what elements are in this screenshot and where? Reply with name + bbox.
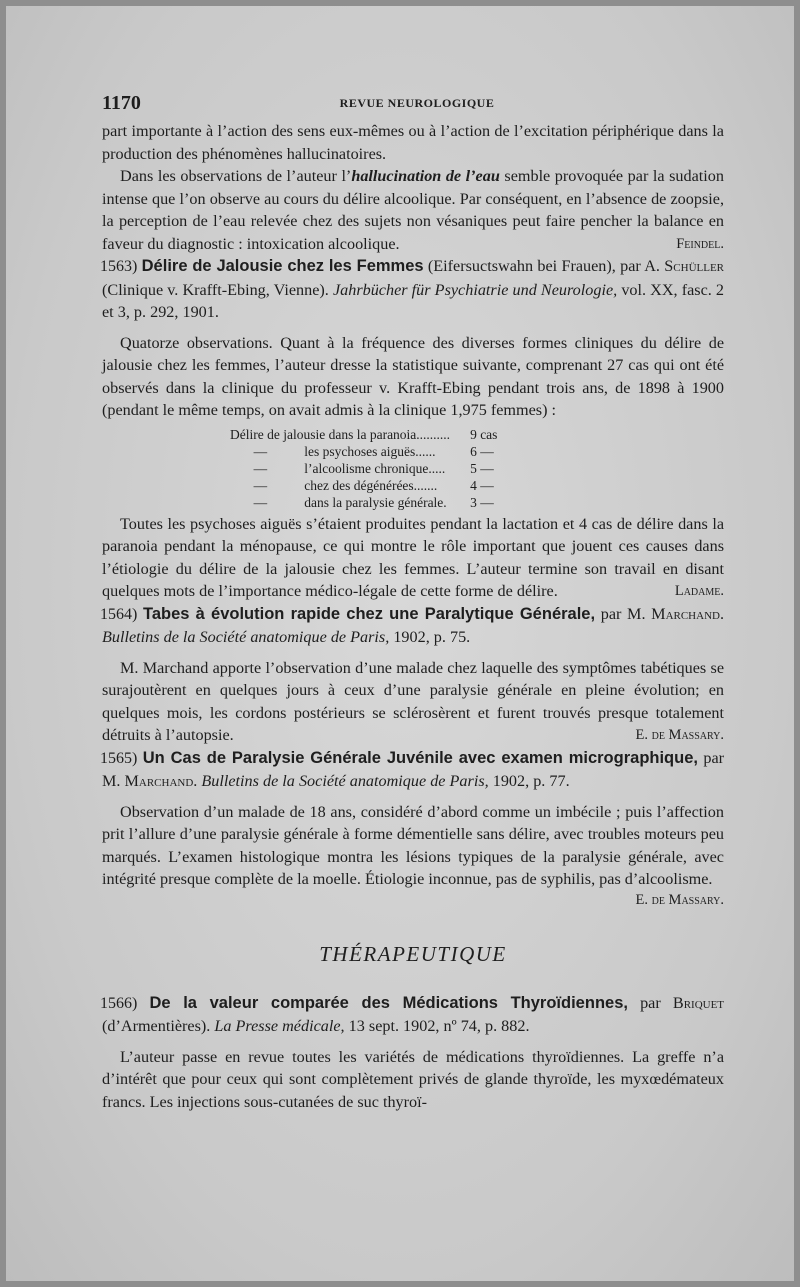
entry-by: par [627, 993, 673, 1012]
intro-p2-text-a: Dans les observations de l’auteur l’ [120, 167, 352, 185]
signature-ladame: Ladame. [674, 583, 724, 599]
entry-1565-paragraph-1: Observation d’un malade de 18 ans, considéré d’abord comme un imbécile ; puis l’affection prit l’allure d’une paralysie générale à forme démentielle sans délire, avec troubles moteurs peu marqués. L’examen histologique montra les lésions typiques de la paralysie générale, avec intégrité presque complète de la moelle. Étiologie inconnue, pas de syphilis, pas d’alcoolisme. [102, 802, 724, 888]
signature-de-massary: E. de Massary. [635, 727, 724, 743]
entry-journal: Jahrbücher für Psychiatrie und Neurologie, [332, 280, 618, 299]
running-title: REVUE NEUROLOGIQUE [339, 96, 495, 110]
entry-number: 1564) [100, 605, 138, 623]
entry-author: Marchand. [651, 604, 725, 623]
intro-paragraph-2 [102, 165, 724, 255]
intro-p2-text-b: semble provoquée par la sudation intense que l’on observe au cours du délire alcoolique. Par conséquent, en l’absence de zoopsie, la perception de l’eau relevée chez des sujets non vésaniques peut faire pencher la balance en faveur du diagnostic : intoxication alcoolique. [102, 167, 724, 253]
table-row [226, 443, 497, 460]
entry-affiliation: (Clinique v. Krafft-Ebing, Vienne). [102, 280, 333, 299]
entry-affiliation: (d’Armentières). [102, 1017, 215, 1035]
entry-reference: 1902, p. 75. [389, 628, 471, 646]
entry-reference: 13 sept. 1902, nº 74, p. 882. [344, 1017, 530, 1035]
entry-original-title: (Eifersuctswahn bei Frauen), par A. [423, 257, 665, 275]
table-row [226, 426, 497, 443]
entry-reference: 1902, p. 77. [488, 772, 570, 790]
entry-by: par M. [595, 604, 652, 623]
entry-journal: La Presse médicale, [214, 1017, 345, 1035]
entry-author: Schüller [664, 257, 725, 275]
entry-journal: Bulletins de la Société anatomique de Paris, [197, 772, 489, 790]
table-cell-value: 5 — [470, 460, 494, 476]
entry-title: Tabes à évolution rapide chez une Paralytique Générale, [143, 604, 596, 623]
entry-number: 1565) [100, 749, 138, 767]
entry-title: Délire de Jalousie chez les Femmes [141, 257, 424, 275]
entry-reference: vol. XX, fasc. 2 et 3, p. 292, 1901. [102, 280, 725, 321]
signature-de-massary-2: E. de Massary. [635, 891, 724, 908]
table-cell-label: — les psychoses aiguës...... [230, 443, 436, 459]
table-cell-label: — l’alcoolisme chronique..... [230, 460, 446, 476]
entry-journal: Bulletins de la Société anatomique de Paris, [102, 628, 390, 646]
entry-1566-paragraph-1: L’auteur passe en revue toutes les variétés de médications thyroïdiennes. La greffe n’a d’intérêt que pour ceux qui sont complètement privés de glande thyroïde, les myxœdémateux francs. Les injections sous-cutanées de suc thyroï- [102, 1047, 724, 1111]
entry-1563-paragraph-2 [102, 513, 724, 603]
section-heading: THÉRAPEUTIQUE [319, 942, 507, 966]
table-row [226, 460, 497, 477]
article-body [102, 120, 724, 1113]
entry-1564-p1-text: M. Marchand apporte l’observation d’une malade chez laquelle des symptômes tabétiques se surajoutèrent en quelques jours à ceux d’une paralysie générale en pleine évolution; en quelques mois, les cordons postérieurs se sclérosèrent et furent trouvés presque totalement détruits à l’autopsie. [102, 658, 724, 744]
intro-p2-emphasis: hallucination de l’eau [351, 167, 500, 185]
entry-author: Briquet [672, 993, 725, 1012]
intro-paragraph-1: part importante à l’action des sens eux-mêmes ou à l’action de l’excitation périphérique dans la production des phénomènes hallucinatoires. [102, 122, 724, 163]
entry-1564-heading [102, 603, 724, 649]
table-cell-value: 3 — [470, 494, 494, 510]
table-cell-value: 6 — [470, 443, 494, 459]
table-row [226, 494, 497, 511]
entry-1563-heading [102, 255, 724, 324]
page-header [102, 92, 732, 116]
entry-author: Marchand. [124, 772, 198, 790]
entry-1564-paragraph-1 [102, 657, 724, 747]
entry-title: De la valeur comparée des Médications Thyroïdiennes, [149, 993, 628, 1012]
table-cell-value: 9 cas [470, 426, 498, 442]
entry-1566-heading [102, 992, 724, 1038]
page-number: 1170 [102, 92, 141, 114]
signature-feindel: Feindel. [676, 235, 724, 252]
table-cell-label: — chez des dégénérées....... [230, 477, 438, 493]
table-cell-value: 4 — [470, 477, 494, 493]
statistics-table [226, 426, 497, 511]
table-row [226, 477, 497, 494]
entry-1565-heading [102, 747, 724, 793]
entry-number: 1563) [100, 258, 138, 275]
entry-1563-paragraph-1: Quatorze observations. Quant à la fréquence des diverses formes cliniques du délire de jalousie chez les femmes, l’auteur dresse la statistique suivante, comprenant 27 cas qui ont été observés dans la clinique du professeur v. Krafft-Ebing pendant trois ans, de 1898 à 1900 (pendant le même temps, on avait admis à la clinique 1,975 femmes) : [102, 333, 724, 419]
entry-title: Un Cas de Paralysie Générale Juvénile avec examen micrographique, [142, 748, 698, 767]
table-cell-label: Délire de jalousie dans la paranoia.......... [230, 426, 451, 442]
entry-by: par M. [102, 748, 725, 790]
entry-number: 1566) [100, 994, 138, 1012]
entry-1563-p2-text: Toutes les psychoses aiguës s’étaient produites pendant la lactation et 4 cas de délire dans la paranoia pendant la ménopause, ce qui montre le rôle important que jouent ces causes dans l’étiologie du délire de la jalousie chez les femmes. L’auteur termine son travail en disant quelques mots de l’importance médico-légale de cette forme de délire. [102, 514, 724, 600]
table-cell-label: — dans la paralysie générale. [230, 494, 447, 510]
